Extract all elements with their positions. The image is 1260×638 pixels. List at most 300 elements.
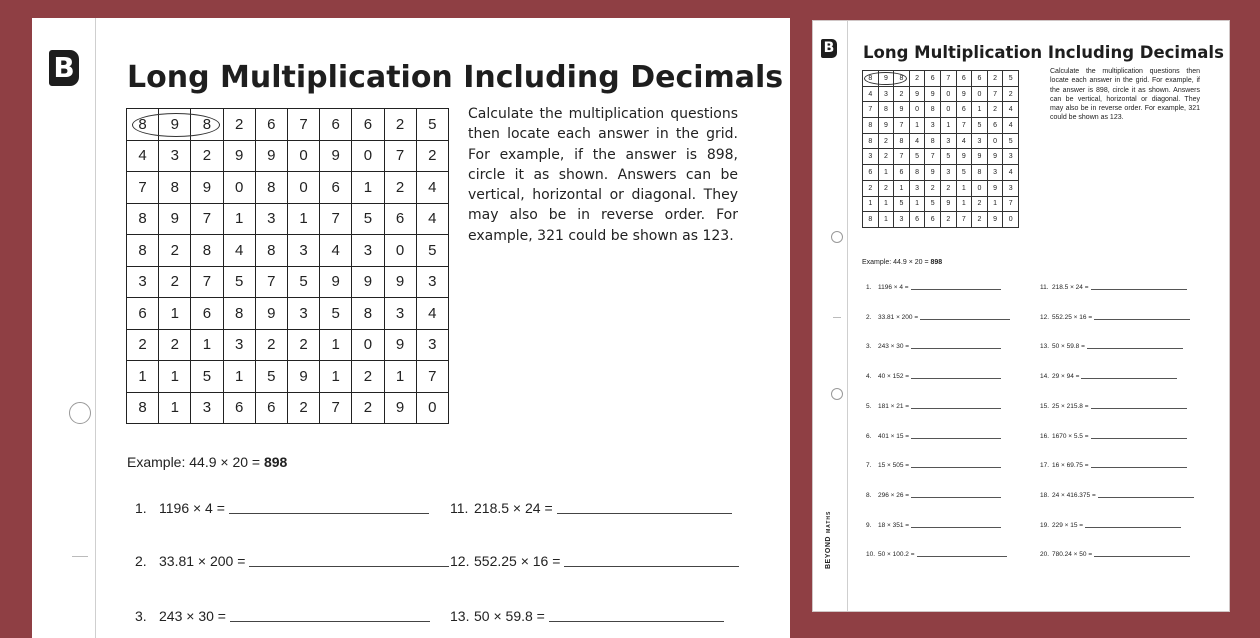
grid-cell[interactable]: 2 [878, 149, 894, 165]
grid-cell[interactable]: 9 [287, 361, 319, 393]
grid-row [127, 235, 449, 267]
grid-cell[interactable]: 4 [320, 235, 352, 267]
grid-cell[interactable]: 9 [159, 203, 191, 235]
page-title: Long Multiplication Including Decimals [863, 43, 1224, 62]
grid-cell[interactable]: 8 [255, 235, 287, 267]
question-item [1040, 433, 1187, 440]
grid-cell[interactable]: 1 [159, 298, 191, 330]
grid-cell[interactable]: 9 [384, 329, 416, 361]
question-item [135, 608, 430, 624]
grid-cell[interactable]: 3 [416, 329, 448, 361]
grid-cell[interactable]: 2 [940, 212, 956, 228]
grid-cell[interactable]: 7 [863, 102, 879, 118]
grid-cell[interactable]: 1 [287, 203, 319, 235]
grid-cell[interactable]: 9 [384, 266, 416, 298]
grid-cell[interactable]: 9 [972, 149, 988, 165]
grid-cell[interactable]: 7 [987, 86, 1003, 102]
question-item [866, 492, 1001, 499]
grid-cell[interactable]: 2 [987, 71, 1003, 87]
grid-cell[interactable]: 9 [956, 149, 972, 165]
grid-cell[interactable]: 3 [287, 298, 319, 330]
worksheet-page-large [32, 18, 790, 638]
grid-cell[interactable]: 0 [1003, 212, 1019, 228]
grid-cell[interactable]: 7 [384, 140, 416, 172]
grid-cell[interactable]: 8 [863, 118, 879, 134]
grid-cell[interactable]: 9 [925, 165, 941, 181]
punch-hole-icon [831, 388, 843, 400]
grid-cell[interactable]: 0 [940, 86, 956, 102]
grid-cell[interactable]: 1 [159, 392, 191, 424]
question-item [135, 500, 429, 516]
grid-cell[interactable]: 7 [287, 109, 319, 141]
grid-cell[interactable]: 6 [956, 71, 972, 87]
grid-cell[interactable]: 1 [863, 196, 879, 212]
grid-cell[interactable]: 0 [909, 102, 925, 118]
grid-cell[interactable]: 5 [1003, 71, 1019, 87]
question-number: 19. [1040, 521, 1050, 529]
grid-cell[interactable]: 6 [320, 172, 352, 204]
grid-cell[interactable]: 5 [416, 235, 448, 267]
grid-row [863, 165, 1019, 181]
grid-cell[interactable]: 4 [1003, 118, 1019, 134]
question-number: 13. [1040, 343, 1050, 351]
grid-cell[interactable]: 5 [223, 266, 255, 298]
grid-cell[interactable]: 9 [255, 140, 287, 172]
grid-cell[interactable]: 0 [287, 140, 319, 172]
grid-cell[interactable]: 8 [909, 165, 925, 181]
grid-cell[interactable]: 3 [255, 203, 287, 235]
question-text: 1670 × 5.5 = [1052, 432, 1089, 440]
grid-cell[interactable]: 2 [287, 329, 319, 361]
grid-cell[interactable]: 9 [956, 86, 972, 102]
grid-cell[interactable]: 3 [863, 149, 879, 165]
grid-cell[interactable]: 1 [320, 329, 352, 361]
grid-cell[interactable]: 3 [909, 180, 925, 196]
grid-cell[interactable]: 6 [925, 71, 941, 87]
grid-cell[interactable]: 2 [878, 133, 894, 149]
answer-line[interactable] [229, 512, 429, 514]
grid-cell[interactable]: 4 [909, 133, 925, 149]
grid-cell[interactable]: 5 [972, 118, 988, 134]
grid-cell[interactable]: 8 [352, 298, 384, 330]
grid-cell[interactable]: 3 [159, 140, 191, 172]
grid-cell[interactable]: 8 [894, 71, 910, 87]
grid-cell[interactable]: 9 [320, 266, 352, 298]
grid-cell[interactable]: 9 [925, 86, 941, 102]
answer-line[interactable] [917, 555, 1007, 557]
grid-cell[interactable]: 7 [1003, 196, 1019, 212]
question-item [450, 500, 732, 516]
grid-cell[interactable]: 5 [320, 298, 352, 330]
grid-cell[interactable]: 7 [894, 118, 910, 134]
grid-cell[interactable]: 1 [223, 203, 255, 235]
grid-cell[interactable]: 5 [925, 196, 941, 212]
grid-cell[interactable]: 9 [878, 71, 894, 87]
grid-cell[interactable]: 6 [127, 298, 159, 330]
grid-cell[interactable]: 1 [940, 118, 956, 134]
question-text: 25 × 215.8 = [1052, 402, 1089, 410]
grid-cell[interactable]: 1 [909, 118, 925, 134]
answer-line[interactable] [911, 437, 1001, 439]
grid-cell[interactable]: 7 [956, 118, 972, 134]
number-grid [126, 108, 449, 424]
grid-cell[interactable]: 3 [191, 392, 223, 424]
grid-cell[interactable]: 8 [972, 165, 988, 181]
question-item [866, 314, 1010, 321]
grid-cell[interactable]: 8 [925, 102, 941, 118]
grid-cell[interactable]: 4 [416, 172, 448, 204]
grid-cell[interactable]: 9 [987, 180, 1003, 196]
grid-cell[interactable]: 8 [925, 133, 941, 149]
answer-line[interactable] [1085, 526, 1181, 528]
answer-line[interactable] [557, 512, 732, 514]
grid-cell[interactable]: 6 [223, 392, 255, 424]
punch-hole-icon [831, 231, 843, 243]
grid-cell[interactable]: 1 [894, 180, 910, 196]
grid-cell[interactable]: 1 [878, 196, 894, 212]
grid-row [127, 172, 449, 204]
grid-cell[interactable]: 0 [352, 329, 384, 361]
answer-line[interactable] [911, 377, 1001, 379]
question-number: 11. [450, 500, 469, 516]
grid-row [127, 392, 449, 424]
grid-cell[interactable]: 7 [925, 149, 941, 165]
grid-cell[interactable]: 6 [255, 392, 287, 424]
grid-row [127, 361, 449, 393]
grid-cell[interactable]: 9 [894, 102, 910, 118]
example-answer: 898 [263, 454, 288, 470]
grid-cell[interactable]: 3 [416, 266, 448, 298]
grid-cell[interactable]: 8 [127, 109, 159, 141]
answer-line[interactable] [564, 565, 739, 567]
grid-cell[interactable]: 4 [416, 298, 448, 330]
grid-cell[interactable]: 5 [191, 361, 223, 393]
grid-cell[interactable]: 9 [878, 118, 894, 134]
question-text: 1196 × 4 = [159, 500, 225, 516]
grid-cell[interactable]: 4 [416, 203, 448, 235]
grid-cell[interactable]: 0 [287, 172, 319, 204]
fold-mark [72, 556, 88, 557]
grid-cell[interactable]: 6 [320, 109, 352, 141]
punch-hole-icon [69, 402, 91, 424]
question-text: 18 × 351 = [878, 521, 910, 529]
grid-cell[interactable]: 7 [894, 149, 910, 165]
grid-cell[interactable]: 8 [159, 172, 191, 204]
grid-cell[interactable]: 9 [320, 140, 352, 172]
example-text: Example: 44.9 × 20 = [862, 259, 931, 266]
example-line [862, 259, 942, 266]
grid-cell[interactable]: 3 [940, 133, 956, 149]
answer-line[interactable] [1087, 347, 1183, 349]
question-number: 2. [866, 313, 872, 321]
grid-cell[interactable]: 8 [878, 102, 894, 118]
question-number: 12. [1040, 313, 1050, 321]
grid-row [127, 109, 449, 141]
grid-cell[interactable]: 2 [223, 109, 255, 141]
grid-cell[interactable]: 5 [956, 165, 972, 181]
fold-mark [833, 317, 841, 318]
grid-cell[interactable]: 7 [940, 71, 956, 87]
grid-cell[interactable]: 9 [940, 196, 956, 212]
grid-cell[interactable]: 1 [878, 212, 894, 228]
grid-cell[interactable]: 1 [223, 361, 255, 393]
grid-cell[interactable]: 3 [127, 266, 159, 298]
grid-cell[interactable]: 5 [352, 203, 384, 235]
grid-cell[interactable]: 3 [287, 235, 319, 267]
grid-cell[interactable]: 6 [352, 109, 384, 141]
answer-line[interactable] [920, 318, 1010, 320]
grid-cell[interactable]: 4 [127, 140, 159, 172]
answer-line[interactable] [911, 466, 1001, 468]
grid-cell[interactable]: 0 [987, 133, 1003, 149]
grid-cell[interactable]: 9 [223, 140, 255, 172]
grid-cell[interactable]: 2 [384, 172, 416, 204]
example-answer: 898 [930, 259, 943, 266]
grid-cell[interactable]: 3 [972, 133, 988, 149]
question-item [1040, 403, 1187, 410]
grid-cell[interactable]: 7 [255, 266, 287, 298]
grid-cell[interactable]: 2 [925, 180, 941, 196]
grid-cell[interactable]: 1 [127, 361, 159, 393]
grid-cell[interactable]: 2 [384, 109, 416, 141]
grid-cell[interactable]: 8 [191, 109, 223, 141]
grid-cell[interactable]: 0 [940, 102, 956, 118]
grid-cell[interactable]: 6 [255, 109, 287, 141]
grid-row [127, 266, 449, 298]
question-number: 11. [1040, 284, 1049, 291]
question-number: 16. [1040, 432, 1050, 440]
grid-cell[interactable]: 2 [159, 235, 191, 267]
question-text: 50 × 100.2 = [878, 551, 915, 559]
grid-cell[interactable]: 2 [972, 212, 988, 228]
grid-cell[interactable]: 2 [159, 329, 191, 361]
grid-cell[interactable]: 8 [863, 133, 879, 149]
beyond-logo-icon: B [49, 50, 79, 86]
answer-line[interactable] [911, 347, 1001, 349]
grid-cell[interactable]: 4 [1003, 102, 1019, 118]
answer-line[interactable] [230, 620, 430, 622]
grid-cell[interactable]: 3 [894, 212, 910, 228]
grid-cell[interactable]: 7 [191, 203, 223, 235]
grid-cell[interactable]: 9 [384, 392, 416, 424]
grid-cell[interactable]: 0 [972, 86, 988, 102]
grid-cell[interactable]: 0 [972, 180, 988, 196]
grid-cell[interactable]: 2 [159, 266, 191, 298]
grid-cell[interactable]: 2 [1003, 86, 1019, 102]
grid-cell[interactable]: 0 [352, 140, 384, 172]
grid-cell[interactable]: 5 [416, 109, 448, 141]
grid-cell[interactable]: 6 [972, 71, 988, 87]
grid-cell[interactable]: 9 [159, 109, 191, 141]
question-item [1040, 314, 1190, 321]
question-number: 6. [866, 432, 872, 440]
grid-cell[interactable]: 2 [987, 102, 1003, 118]
page-title: Long Multiplication Including Decimals [127, 60, 784, 95]
grid-cell[interactable]: 9 [352, 266, 384, 298]
grid-cell[interactable]: 6 [191, 298, 223, 330]
grid-cell[interactable]: 1 [972, 102, 988, 118]
question-number: 12. [450, 553, 470, 569]
grid-cell[interactable]: 0 [416, 392, 448, 424]
answer-line[interactable] [1091, 288, 1187, 290]
grid-cell[interactable]: 6 [384, 203, 416, 235]
grid-row [127, 203, 449, 235]
grid-cell[interactable]: 6 [863, 165, 879, 181]
grid-cell[interactable]: 6 [894, 165, 910, 181]
grid-cell[interactable]: 7 [191, 266, 223, 298]
grid-cell[interactable]: 3 [1003, 180, 1019, 196]
grid-cell[interactable]: 1 [878, 165, 894, 181]
question-text: 229 × 15 = [1052, 521, 1084, 529]
worksheet-page-preview [812, 20, 1230, 612]
answer-line[interactable] [1091, 437, 1187, 439]
grid-cell[interactable]: 7 [416, 361, 448, 393]
grid-cell[interactable]: 9 [987, 212, 1003, 228]
grid-cell[interactable]: 2 [191, 140, 223, 172]
answer-line[interactable] [549, 620, 724, 622]
grid-cell[interactable]: 0 [223, 172, 255, 204]
grid-cell[interactable]: 5 [909, 149, 925, 165]
question-text: 296 × 26 = [878, 491, 910, 499]
grid-cell[interactable]: 2 [352, 392, 384, 424]
grid-cell[interactable]: 4 [956, 133, 972, 149]
beyond-logo-icon: B [821, 39, 837, 58]
grid-cell[interactable]: 8 [863, 71, 879, 87]
grid-cell[interactable]: 4 [223, 235, 255, 267]
answer-line[interactable] [1094, 555, 1190, 557]
grid-cell[interactable]: 1 [320, 361, 352, 393]
grid-cell[interactable]: 3 [352, 235, 384, 267]
grid-cell[interactable]: 7 [956, 212, 972, 228]
grid-cell[interactable]: 1 [384, 361, 416, 393]
grid-cell[interactable]: 5 [1003, 133, 1019, 149]
grid-cell[interactable]: 2 [416, 140, 448, 172]
answer-line[interactable] [249, 565, 449, 567]
question-text: 401 × 15 = [878, 432, 910, 440]
question-text: 218.5 × 24 = [474, 500, 553, 516]
question-number: 2. [135, 553, 147, 569]
grid-cell[interactable]: 5 [894, 196, 910, 212]
margin-rule [847, 21, 848, 611]
question-text: 33.81 × 200 = [159, 553, 246, 569]
question-number: 4. [866, 373, 872, 381]
grid-cell[interactable]: 1 [956, 180, 972, 196]
answer-line[interactable] [1091, 466, 1187, 468]
grid-cell[interactable]: 7 [320, 203, 352, 235]
grid-cell[interactable]: 9 [255, 298, 287, 330]
grid-cell[interactable]: 1 [909, 196, 925, 212]
grid-cell[interactable]: 5 [255, 361, 287, 393]
grid-cell[interactable]: 9 [987, 149, 1003, 165]
brand-main: BEYOND [825, 536, 832, 569]
grid-cell[interactable]: 1 [159, 361, 191, 393]
question-item [1040, 462, 1187, 469]
question-number: 7. [866, 462, 872, 470]
grid-row [863, 149, 1019, 165]
example-text: Example: 44.9 × 20 = [127, 454, 264, 470]
grid-cell[interactable]: 3 [878, 86, 894, 102]
grid-cell[interactable]: 2 [909, 71, 925, 87]
answer-line[interactable] [1081, 377, 1177, 379]
answer-line[interactable] [911, 526, 1001, 528]
grid-cell[interactable]: 2 [972, 196, 988, 212]
grid-cell[interactable]: 7 [320, 392, 352, 424]
grid-cell[interactable]: 1 [352, 172, 384, 204]
grid-cell[interactable]: 9 [191, 172, 223, 204]
grid-cell[interactable]: 4 [863, 86, 879, 102]
grid-cell[interactable]: 6 [925, 212, 941, 228]
grid-cell[interactable]: 2 [940, 180, 956, 196]
grid-row [127, 140, 449, 172]
answer-line[interactable] [1091, 407, 1187, 409]
question-item [1040, 551, 1190, 558]
grid-cell[interactable]: 9 [909, 86, 925, 102]
answer-line[interactable] [1098, 496, 1194, 498]
question-text: 24 × 416.375 = [1052, 491, 1096, 499]
grid-cell[interactable]: 3 [987, 165, 1003, 181]
grid-row [863, 196, 1019, 212]
answer-line[interactable] [1094, 318, 1190, 320]
grid-row [863, 71, 1019, 87]
grid-cell[interactable]: 5 [287, 266, 319, 298]
grid-cell[interactable]: 8 [127, 203, 159, 235]
grid-cell[interactable]: 3 [384, 298, 416, 330]
grid-cell[interactable]: 8 [894, 133, 910, 149]
grid-cell[interactable]: 3 [1003, 149, 1019, 165]
grid-cell[interactable]: 4 [1003, 165, 1019, 181]
grid-cell[interactable]: 7 [127, 172, 159, 204]
grid-cell[interactable]: 6 [909, 212, 925, 228]
question-text: 1196 × 4 = [878, 284, 909, 291]
grid-cell[interactable]: 8 [191, 235, 223, 267]
question-item [866, 403, 1001, 410]
question-number: 15. [1040, 402, 1050, 410]
question-text: 16 × 69.75 = [1052, 462, 1089, 470]
grid-cell[interactable]: 0 [384, 235, 416, 267]
grid-cell[interactable]: 2 [894, 86, 910, 102]
grid-cell[interactable]: 1 [191, 329, 223, 361]
grid-cell[interactable]: 2 [863, 180, 879, 196]
grid-cell[interactable]: 1 [987, 196, 1003, 212]
grid-cell[interactable]: 2 [287, 392, 319, 424]
grid-cell[interactable]: 2 [255, 329, 287, 361]
grid-cell[interactable]: 2 [127, 329, 159, 361]
grid-cell[interactable]: 3 [925, 118, 941, 134]
grid-cell[interactable]: 8 [127, 235, 159, 267]
question-text: 218.5 × 24 = [1052, 284, 1089, 291]
grid-cell[interactable]: 8 [863, 212, 879, 228]
question-number: 13. [450, 608, 470, 624]
question-text: 243 × 30 = [159, 608, 226, 624]
grid-cell[interactable]: 3 [223, 329, 255, 361]
grid-cell[interactable]: 5 [940, 149, 956, 165]
grid-cell[interactable]: 8 [127, 392, 159, 424]
answer-line[interactable] [911, 496, 1001, 498]
answer-line[interactable] [911, 288, 1001, 290]
question-item [866, 551, 1007, 558]
grid-cell[interactable]: 2 [878, 180, 894, 196]
grid-cell[interactable]: 2 [352, 361, 384, 393]
grid-cell[interactable]: 8 [223, 298, 255, 330]
question-text: 243 × 30 = [878, 343, 910, 351]
grid-cell[interactable]: 3 [940, 165, 956, 181]
grid-cell[interactable]: 8 [255, 172, 287, 204]
grid-cell[interactable]: 6 [987, 118, 1003, 134]
answer-line[interactable] [911, 407, 1001, 409]
grid-row [863, 102, 1019, 118]
grid-cell[interactable]: 6 [956, 102, 972, 118]
grid-cell[interactable]: 1 [956, 196, 972, 212]
